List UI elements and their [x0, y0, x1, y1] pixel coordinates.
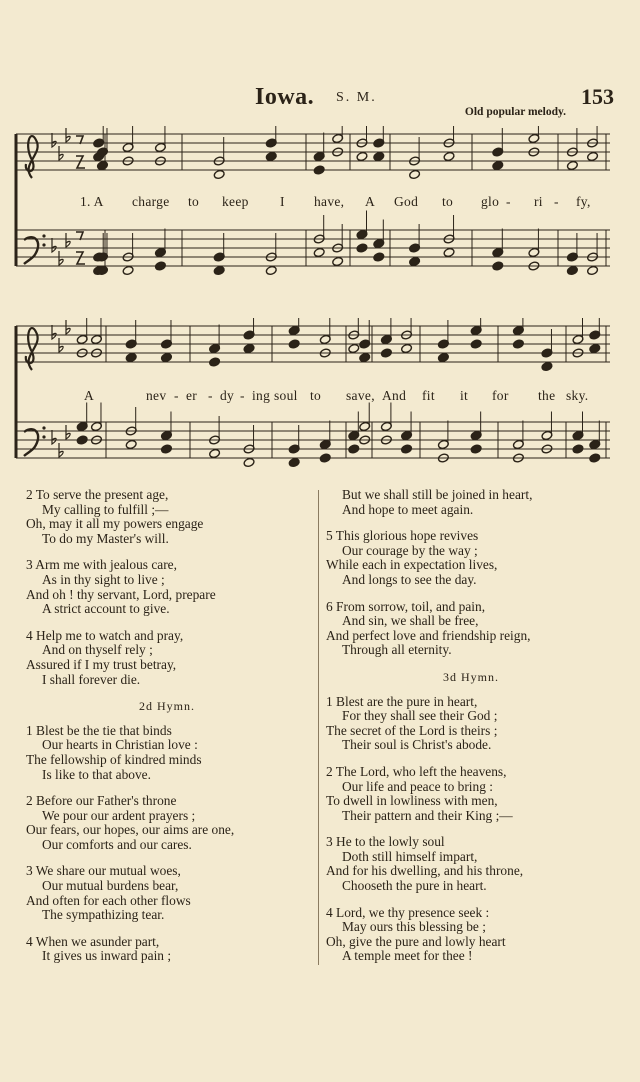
- bass-clef-dot-icon: [42, 234, 45, 237]
- note-head-icon: [97, 160, 109, 170]
- verse-line: And for his dwelling, and his throne,: [326, 863, 524, 879]
- verse-line: A temple meet for thee !: [342, 948, 473, 964]
- note-head-icon: [572, 444, 584, 454]
- lyric-syllable: And: [382, 388, 407, 403]
- verse-line: Oh, give the pure and lowly heart: [326, 933, 506, 949]
- verse-line: Our hearts in Christian love :: [42, 737, 198, 753]
- lyric-syllable: it: [460, 388, 469, 403]
- verse-line: 1 Blest be the tie that binds: [26, 722, 172, 738]
- flat-sign-icon: [66, 233, 70, 247]
- lyric-syllable: -: [174, 388, 179, 403]
- stanza: [26, 558, 308, 616]
- verse-line: 4 Lord, we thy presence seek :: [326, 904, 490, 920]
- lyric-syllable: to: [188, 194, 200, 209]
- note-head-icon: [512, 339, 524, 349]
- verse-line: The sympathizing tear.: [42, 907, 165, 923]
- verse-line: Our life and peace to bring :: [342, 778, 493, 794]
- verse-line: Doth still himself impart,: [342, 848, 478, 864]
- note-head-icon: [589, 453, 601, 463]
- lyrics-line-1: [10, 194, 616, 212]
- note-head-icon: [265, 265, 277, 275]
- flat-sign-icon: [52, 430, 56, 444]
- lyric-syllable: keep: [222, 194, 249, 209]
- flat-sign-icon: [52, 238, 56, 252]
- right-text-column: [326, 488, 616, 976]
- lyric-syllable: dy: [220, 388, 235, 403]
- stanza: [26, 935, 308, 964]
- verse-line: 4 Help me to watch and pray,: [26, 627, 184, 643]
- note-head-icon: [587, 151, 599, 161]
- flat-sign-icon: [59, 146, 63, 160]
- note-head-icon: [288, 457, 300, 467]
- lyric-syllable: -: [554, 194, 559, 209]
- note-head-icon: [589, 343, 601, 353]
- stanza: [26, 864, 308, 922]
- verse-line: And on thyself rely ;: [42, 642, 153, 658]
- verse-line: 2 To serve the present age,: [26, 487, 169, 502]
- note-head-icon: [470, 444, 482, 454]
- lyric-syllable: fit: [422, 388, 435, 403]
- note-head-icon: [356, 243, 368, 253]
- note-head-icon: [125, 439, 137, 449]
- note-head-icon: [492, 261, 504, 271]
- verse-line: 6 From sorrow, toil, and pain,: [326, 598, 486, 614]
- stanza: [326, 695, 616, 753]
- verse-line: I shall forever die.: [42, 671, 141, 687]
- lyrics-line-2: [10, 388, 616, 406]
- flat-sign-icon: [66, 320, 70, 334]
- lyric-syllable: 1. A: [80, 194, 104, 209]
- lyric-syllable: save,: [346, 388, 375, 403]
- bass-clef-dot-icon: [42, 243, 45, 246]
- verse-line: 1 Blest are the pure in heart,: [326, 693, 478, 709]
- note-head-icon: [319, 453, 331, 463]
- note-head-icon: [401, 343, 413, 353]
- verse-line: A strict account to give.: [42, 601, 170, 617]
- verse-line: Their pattern and their King ;—: [342, 807, 513, 823]
- note-head-icon: [566, 160, 578, 170]
- verse-line: To dwell in lowliness with men,: [326, 793, 498, 809]
- music-system-1: [10, 126, 616, 276]
- flat-sign-icon: [59, 443, 63, 457]
- verse-line: It gives us inward pain ;: [42, 948, 172, 964]
- flat-sign-icon: [52, 325, 56, 339]
- treble-clef-icon: [26, 328, 38, 370]
- verse-line: And perfect love and friendship reign,: [326, 627, 531, 643]
- note-head-icon: [332, 256, 344, 266]
- stanza: [326, 835, 616, 893]
- stanza: [26, 724, 308, 782]
- page-number: 153: [581, 84, 614, 109]
- lyric-syllable: fy,: [576, 194, 591, 209]
- verse-line: The fellowship of kindred minds: [26, 751, 202, 767]
- verse-line: While each in expectation lives,: [326, 557, 498, 573]
- lyric-syllable: -: [240, 388, 245, 403]
- verse-line: 3 He to the lowly soul: [326, 834, 445, 850]
- bass-clef-dot-icon: [42, 435, 45, 438]
- note-head-icon: [492, 160, 504, 170]
- lyric-syllable: ing: [252, 388, 271, 403]
- verse-line: Our comforts and our cares.: [42, 836, 192, 852]
- lyric-syllable: to: [442, 194, 454, 209]
- hymn-header: [0, 80, 640, 120]
- note-head-icon: [437, 352, 449, 362]
- verse-line: And oh ! thy servant, Lord, prepare: [26, 586, 216, 602]
- verse-line: 2 The Lord, who left the heavens,: [326, 763, 507, 779]
- verse-line: And hope to meet again.: [342, 501, 474, 517]
- stanza: [326, 906, 616, 964]
- verse-line: Oh, may it all my powers engage: [26, 516, 204, 532]
- note-head-icon: [161, 444, 173, 454]
- note-head-icon: [313, 247, 325, 257]
- note-head-icon: [587, 265, 599, 275]
- hymn-2-heading: 2d Hymn.: [139, 699, 195, 714]
- hymn-meter: S. M.: [336, 90, 377, 105]
- lyric-syllable: glo: [481, 194, 500, 209]
- verse-line: Is like to that above.: [42, 766, 151, 782]
- note-head-icon: [209, 357, 221, 367]
- lyric-syllable: er: [186, 388, 198, 403]
- note-head-icon: [443, 151, 455, 161]
- lyric-syllable: -: [506, 194, 511, 209]
- lyric-syllable: sky.: [566, 388, 589, 403]
- note-head-icon: [566, 265, 578, 275]
- bass-clef-dot-icon: [42, 426, 45, 429]
- verse-line: As in thy sight to live ;: [42, 571, 165, 587]
- stanza-continued: [326, 488, 616, 517]
- verse-line: We pour our ardent prayers ;: [42, 807, 196, 823]
- treble-clef-icon: [26, 136, 38, 178]
- verse-line: And longs to see the day.: [342, 571, 477, 587]
- note-head-icon: [161, 352, 173, 362]
- lyric-syllable: ri: [534, 194, 543, 209]
- lyric-syllable: -: [208, 388, 213, 403]
- note-head-icon: [373, 151, 385, 161]
- note-head-icon: [213, 169, 225, 179]
- note-head-icon: [122, 265, 134, 275]
- verse-line: My calling to fulfill ;—: [42, 501, 169, 517]
- note-head-icon: [443, 247, 455, 257]
- note-head-icon: [401, 444, 413, 454]
- note-head-icon: [348, 343, 360, 353]
- stanza: [326, 765, 616, 823]
- lyric-syllable: for: [492, 388, 509, 403]
- verse-line: 3 Arm me with jealous care,: [26, 557, 177, 573]
- note-head-icon: [243, 457, 255, 467]
- verse-line: Our courage by the way ;: [342, 542, 478, 558]
- stanza: [26, 629, 308, 687]
- lyric-syllable: soul: [274, 388, 298, 403]
- note-head-icon: [373, 252, 385, 262]
- verse-line: 2 Before our Father's throne: [26, 793, 177, 809]
- verse-line: And often for each other flows: [26, 892, 191, 908]
- lyric-syllable: God: [394, 194, 419, 209]
- note-head-icon: [265, 151, 277, 161]
- note-head-icon: [313, 165, 325, 175]
- lyric-syllable: A: [84, 388, 95, 403]
- note-head-icon: [348, 444, 360, 454]
- hymn-title: Iowa.: [255, 84, 315, 110]
- note-head-icon: [356, 151, 368, 161]
- verse-line: 4 When we asunder part,: [26, 933, 160, 949]
- verse-line: Our fears, our hopes, our aims are one,: [26, 822, 235, 838]
- verse-line: Through all eternity.: [342, 642, 452, 658]
- lyric-syllable: charge: [132, 194, 170, 209]
- note-head-icon: [409, 256, 421, 266]
- verse-line: Their soul is Christ's abode.: [342, 737, 492, 753]
- note-head-icon: [209, 448, 221, 458]
- flat-sign-icon: [59, 338, 63, 352]
- column-divider: [318, 490, 319, 965]
- verse-line: And sin, we shall be free,: [342, 613, 479, 629]
- note-head-icon: [288, 339, 300, 349]
- lyric-syllable: the: [538, 388, 556, 403]
- note-head-icon: [76, 435, 88, 445]
- stanza: [26, 488, 308, 546]
- verse-line: 5 This glorious hope revives: [326, 528, 479, 544]
- verse-line: But we shall still be joined in heart,: [342, 487, 533, 502]
- lyric-syllable: to: [310, 388, 322, 403]
- music-system-2: [10, 318, 616, 468]
- lyric-syllable: A: [365, 194, 376, 209]
- verse-line: For they shall see their God ;: [342, 708, 498, 724]
- note-head-icon: [541, 361, 553, 371]
- flat-sign-icon: [59, 251, 63, 265]
- flat-sign-icon: [66, 425, 70, 439]
- verse-line: Chooseth the pure in heart.: [342, 878, 487, 894]
- verse-line: Our mutual burdens bear,: [42, 878, 179, 894]
- hymn-3-heading: 3d Hymn.: [443, 669, 499, 684]
- lyric-syllable: nev: [146, 388, 167, 403]
- lyric-syllable: I: [280, 194, 285, 209]
- verse-line: Assured if I my trust betray,: [26, 656, 177, 672]
- lyric-syllable: have,: [314, 194, 345, 209]
- melody-attribution: Old popular melody.: [464, 106, 566, 118]
- verse-line: May ours this blessing be ;: [342, 919, 486, 935]
- note-head-icon: [470, 339, 482, 349]
- note-head-icon: [243, 343, 255, 353]
- stanza: [326, 600, 616, 658]
- stanza: [26, 794, 308, 852]
- note-head-icon: [213, 265, 225, 275]
- note-head-icon: [359, 352, 371, 362]
- bass-clef-icon: [24, 237, 38, 264]
- note-head-icon: [409, 169, 421, 179]
- flat-sign-icon: [66, 128, 70, 142]
- note-head-icon: [380, 348, 392, 358]
- flat-sign-icon: [52, 133, 56, 147]
- verse-line: The secret of the Lord is theirs ;: [326, 722, 498, 738]
- note-head-icon: [125, 352, 137, 362]
- bass-clef-icon: [24, 429, 38, 456]
- verse-line: 3 We share our mutual woes,: [26, 863, 181, 879]
- stanza: [326, 529, 616, 587]
- left-text-column: [26, 488, 308, 976]
- note-head-icon: [155, 261, 167, 271]
- verse-line: To do my Master's will.: [42, 530, 169, 546]
